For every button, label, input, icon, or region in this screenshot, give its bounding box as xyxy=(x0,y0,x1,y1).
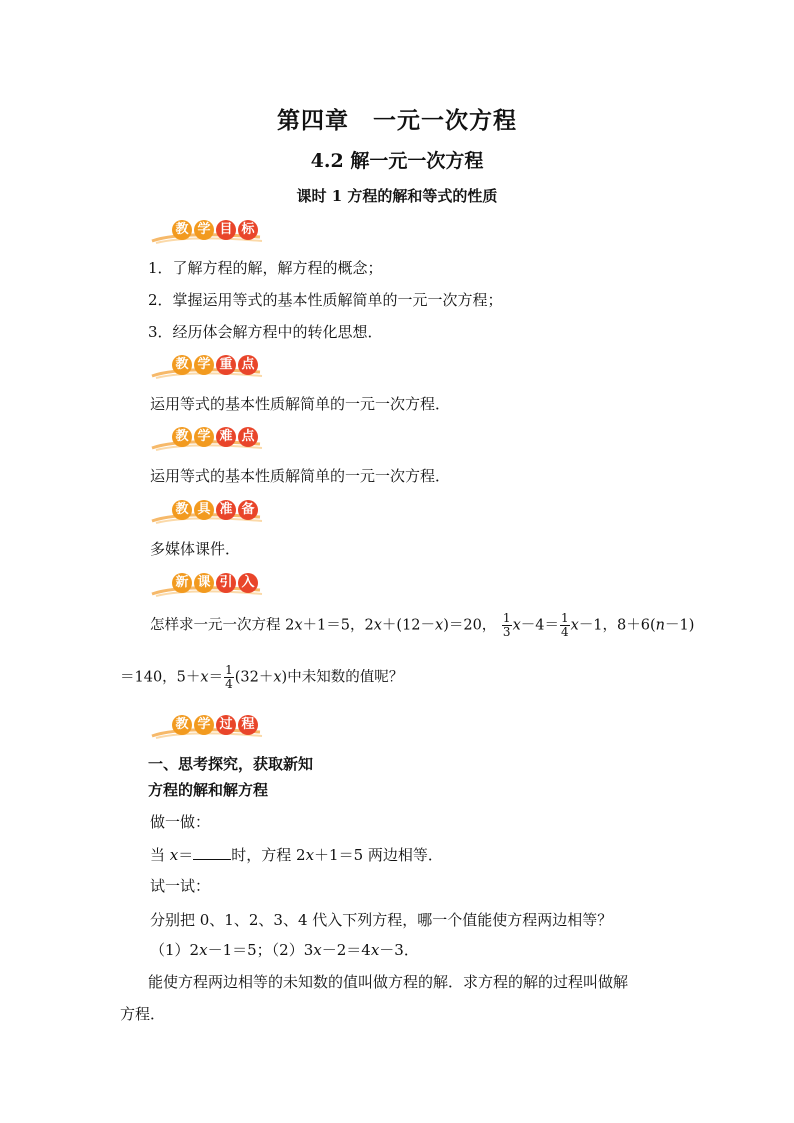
badge-char: 点 xyxy=(238,427,258,447)
section-title: 4.2 解一元一次方程 xyxy=(310,150,484,172)
badge-char: 学 xyxy=(194,355,214,375)
intro-line-1 xyxy=(150,612,694,639)
chapter-title: 第四章 一元一次方程 xyxy=(277,107,517,134)
var-x: x xyxy=(169,846,179,864)
var-x: x xyxy=(570,617,579,634)
denominator: 4 xyxy=(225,677,233,691)
try2-label: 试一试： xyxy=(150,877,211,895)
var-x: x xyxy=(200,669,209,686)
try1-text: 时，方程 2 xyxy=(231,846,306,864)
key-points-text: 运用等式的基本性质解简单的一元一次方程． xyxy=(150,395,451,413)
badge-char: 程 xyxy=(238,715,258,735)
try1-text: ＋1＝5 两边相等． xyxy=(314,846,443,864)
badge-char: 教 xyxy=(172,220,192,240)
badge-char: 教 xyxy=(172,500,192,520)
section-badge-tools xyxy=(150,497,270,525)
var-x: x xyxy=(435,617,444,634)
process-heading-2: 方程的解和解方程 xyxy=(148,781,269,799)
definition-line-2: 方程． xyxy=(120,1005,166,1023)
badge-char: 准 xyxy=(216,500,236,520)
intro-line-2 xyxy=(120,664,403,691)
var-x: x xyxy=(313,941,322,959)
var-x: x xyxy=(370,941,380,959)
section-badge-intro xyxy=(150,570,270,598)
intro-text: (32＋ xyxy=(234,669,274,686)
intro-text: ＝140，5＋ xyxy=(120,669,201,686)
denominator: 4 xyxy=(560,625,569,639)
badge-char: 新 xyxy=(172,573,192,593)
var-x: x xyxy=(305,846,315,864)
fraction xyxy=(224,664,234,691)
try1-line xyxy=(150,845,443,865)
tools-text: 多媒体课件． xyxy=(150,540,241,558)
var-x: x xyxy=(373,617,382,634)
numerator: 1 xyxy=(560,611,569,625)
equations-line xyxy=(150,940,419,960)
intro-text: ＝ xyxy=(208,669,224,686)
try2-text: 分别把 0、1、2、3、4 代入下列方程，哪一个值能使方程两边相等？ xyxy=(150,911,613,929)
section-badge-difficulties xyxy=(150,424,270,452)
badge-char: 标 xyxy=(238,220,258,240)
eq-text: －1＝5；（2）3 xyxy=(207,941,314,959)
goal-item-1: 1．了解方程的解，解方程的概念； xyxy=(148,259,383,277)
intro-text: －4＝ xyxy=(520,617,559,634)
badge-char: 引 xyxy=(216,573,236,593)
badge-char: 教 xyxy=(172,355,192,375)
badge-char: 点 xyxy=(238,355,258,375)
eq-text: －3． xyxy=(379,941,419,959)
badge-char: 学 xyxy=(194,427,214,447)
intro-text: －1，8＋6( xyxy=(578,617,656,634)
intro-text: ＋(12－ xyxy=(381,617,436,634)
badge-char: 入 xyxy=(238,573,258,593)
badge-char: 目 xyxy=(216,220,236,240)
try1-text: ＝ xyxy=(178,846,194,864)
eq-text: （1）2 xyxy=(150,941,200,959)
var-x: x xyxy=(273,669,282,686)
badge-char: 学 xyxy=(194,220,214,240)
badge-char: 备 xyxy=(238,500,258,520)
section-badge-goals xyxy=(150,217,270,245)
section-badge-process xyxy=(150,712,270,740)
difficulties-text: 运用等式的基本性质解简单的一元一次方程． xyxy=(150,467,451,485)
badge-char: 难 xyxy=(216,427,236,447)
intro-text: ＋1＝5，2 xyxy=(302,617,374,634)
var-x: x xyxy=(199,941,208,959)
badge-char: 课 xyxy=(194,573,214,593)
try1-label: 做一做： xyxy=(150,813,211,831)
var-n: n xyxy=(655,617,665,634)
intro-text: －1) xyxy=(665,617,695,634)
intro-text: 怎样求一元一次方程 2 xyxy=(150,617,295,634)
intro-text: )＝20， xyxy=(443,617,497,634)
definition-line-1: 能使方程两边相等的未知数的值叫做方程的解．求方程的解的过程叫做解 xyxy=(148,973,629,991)
numerator: 1 xyxy=(502,611,511,625)
lesson-title: 课时 1 方程的解和等式的性质 xyxy=(296,187,498,205)
badge-char: 教 xyxy=(172,715,192,735)
badge-char: 具 xyxy=(194,500,214,520)
var-x: x xyxy=(512,617,521,634)
answer-blank[interactable] xyxy=(193,845,231,860)
try1-text: 当 xyxy=(150,846,170,864)
badge-char: 重 xyxy=(216,355,236,375)
badge-char: 过 xyxy=(216,715,236,735)
denominator: 3 xyxy=(502,625,511,639)
intro-text: )中未知数的值呢？ xyxy=(281,669,404,686)
badge-char: 学 xyxy=(194,715,214,735)
section-badge-key-points xyxy=(150,352,270,380)
goal-item-3: 3．经历体会解方程中的转化思想． xyxy=(148,323,383,341)
process-heading-1: 一、思考探究，获取新知 xyxy=(148,755,314,773)
numerator: 1 xyxy=(225,663,233,677)
badge-char: 教 xyxy=(172,427,192,447)
var-x: x xyxy=(294,617,303,634)
goal-item-2: 2．掌握运用等式的基本性质解简单的一元一次方程； xyxy=(148,291,503,309)
eq-text: －2＝4 xyxy=(321,941,371,959)
fraction xyxy=(560,612,570,639)
fraction xyxy=(502,612,512,639)
